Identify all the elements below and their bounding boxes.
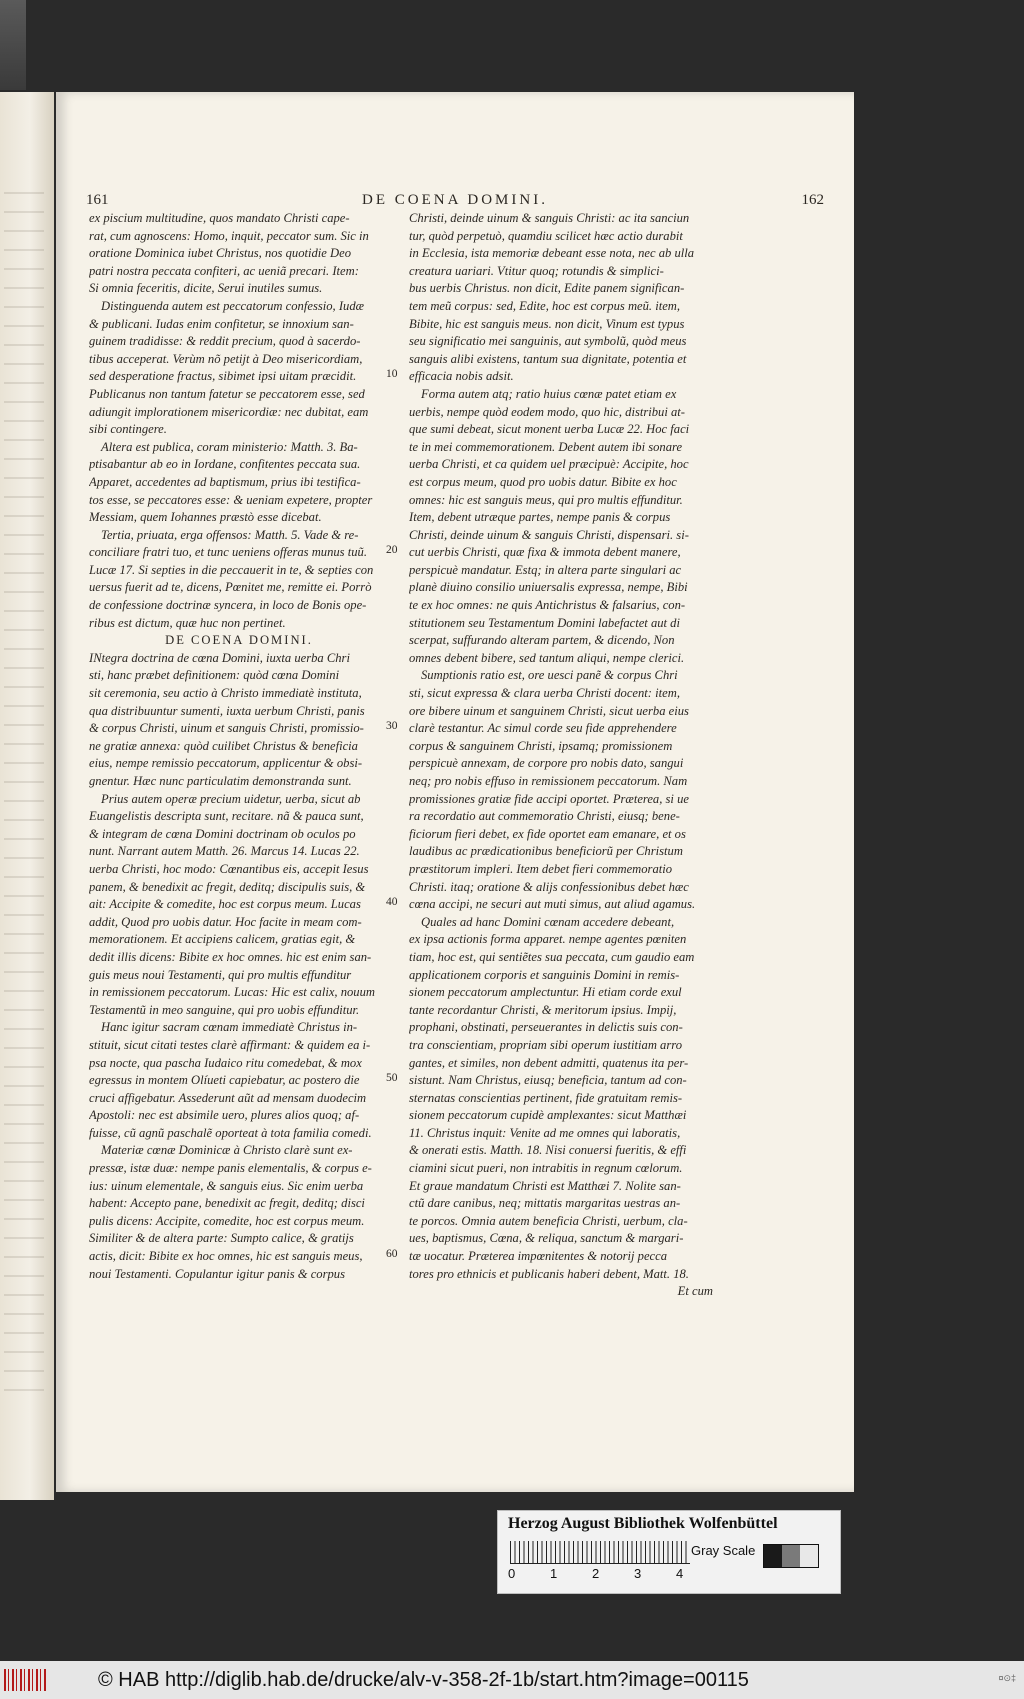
text-line: scerpat, suffurando alteram partem, & dicendo, Non — [409, 633, 675, 648]
text-line: 11. Christus inquit: Venite ad me omnes qui laboratis, — [409, 1125, 681, 1140]
text-line: stitutionem seu Testamentum Domini labefactet aut di — [409, 615, 680, 630]
text-line: Messiam, quem Iohannes præstò esse dicebat. — [89, 510, 322, 525]
text-line: sit ceremonia, seu actio à Christo immediatè instituta, — [89, 686, 362, 701]
text-line: in Ecclesia, ista memoriæ debeant esse nota, nec ab ulla — [409, 246, 695, 261]
text-line: psa nocte, qua pascha Iudaico ritu comedebat, & mox — [89, 1055, 362, 1070]
text-line: Si omnia feceritis, dicite, Serui inutiles sumus. — [89, 281, 323, 296]
text-line: tos esse, se peccatores esse: & ueniam expetere, propter — [89, 492, 373, 507]
text-line: que sumi debeat, sicut monent uerba Lucæ 22. Hoc faci — [409, 422, 690, 437]
text-line: promissiones gratiæ fide accipi oportet. Præterea, si ue — [409, 791, 689, 806]
text-line: ptisabantur ab eo in Iordane, confitentes peccata sua. — [89, 457, 361, 472]
text-line: applicationem corporis et sanguinis Domini in remis- — [409, 967, 680, 982]
text-line: memorationem. Et accipiens calicem, gratias egit, & — [89, 932, 356, 947]
text-line: & publicani. Iudas enim confitetur, se innoxium san- — [89, 316, 354, 331]
page-number-right: 162 — [801, 192, 824, 208]
text-line: cut uerbis Christi, quæ fixa & immota debent manere, — [409, 545, 681, 560]
text-line: Tertia, priuata, erga offensos: Matth. 5. Vade & re- — [101, 527, 359, 542]
scale-number: 4 — [676, 1566, 684, 1581]
text-line: Christi, deinde uinum & sanguis Christi, dispensari. si- — [409, 527, 689, 542]
text-line: sibi contingere. — [89, 422, 167, 437]
text-line: tante recordantur Christi, & meritorum ipsius. Impij, — [409, 1002, 677, 1017]
gray-swatch — [782, 1545, 800, 1567]
text-line: noui Testamenti. Copulantur igitur panis & corpus — [89, 1266, 345, 1281]
scale-number: 0 — [508, 1566, 516, 1581]
text-line: ex ipsa actionis forma apparet. nempe agentes pœniten — [409, 932, 687, 947]
text-line: sti, hanc præbet definitionem: quòd cœna Domini — [89, 668, 340, 683]
text-line: Lucæ 17. Si septies in die peccauerit in te, & septies con — [89, 562, 374, 577]
text-line: Et cum — [677, 1284, 713, 1299]
text-line: tiam, hoc est, qui sentiẽtes sua peccata, cum gaudio eam — [409, 949, 695, 964]
text-line: egressus in montem Olíueti capiebatur, ac postero die — [89, 1073, 360, 1088]
text-line: Similiter & de altera parte: Sumpto calice, & gratijs — [89, 1231, 354, 1246]
text-line: in remissionem peccatorum. Lucas: Hic est calix, nouum — [89, 985, 375, 1000]
text-line: perspicuè mandatur. Estq; in altera parte singulari ac — [409, 562, 682, 577]
text-line: Testamentũ in meo sanguine, qui pro uobis effunditur. — [89, 1002, 360, 1017]
page-number-left: 161 — [86, 192, 109, 208]
text-line: perspicuè annexam, de corpore pro nobis dato, sangui — [409, 756, 684, 771]
text-line: ra recordatio aut commemoratio Christi, eiusq; bene- — [409, 809, 680, 824]
text-line: Bibite, hic est sanguis meus. non dicit, Vinum est typus — [409, 316, 685, 331]
margin-line-number: 50 — [386, 1072, 398, 1085]
text-line: Hanc igitur sacram cœnam immediatè Christus in- — [101, 1020, 358, 1035]
text-line: Altera est publica, coram ministerio: Matth. 3. Ba- — [101, 439, 358, 454]
text-line: sternatas conscientias pertinent, fide gratuitam remis- — [409, 1090, 683, 1105]
text-line: Christi, deinde uinum & sanguis Christi: ac ita sanciun — [409, 211, 690, 225]
text-line: pressæ, istæ duæ: nempe panis elementalis, & corpus e- — [89, 1161, 372, 1176]
text-line: te ex hoc omnes: ne quis Antichristus & falsarius, con- — [409, 598, 686, 613]
text-line: Sumptionis ratio est, ore uesci panẽ & corpus Chri — [421, 668, 678, 683]
text-line: sanguis alibi existens, tantum sua dignitate, potentia et — [409, 351, 687, 366]
text-line: omnes debent bibere, sed tantum aliqui, nempe clerici. — [409, 650, 685, 665]
text-line: tores pro ethnicis et publicanis haberi debent, Matt. 18. — [409, 1266, 689, 1281]
text-line: Distinguenda autem est peccatorum confessio, Iudæ — [101, 298, 365, 313]
text-line: seu significatio mei sanguinis, aut symbolũ, quòd meus — [409, 334, 687, 349]
text-line: tem meũ corpus: sed, Edite, hoc est corpus meũ. item, — [409, 298, 681, 313]
text-line: uerbis, nempe quòd eodem modo, quo hic, distribui at- — [409, 404, 685, 419]
text-line: fuisse, cũ agnũ paschalẽ oporteat à tota familia comedi. — [89, 1125, 372, 1140]
text-line: conciliare fratri tuo, et tunc ueniens offeras munus tuũ. — [89, 545, 367, 560]
margin-line-number: 30 — [386, 720, 398, 733]
text-line: tra conscientiam, propriam sibi operum iustitiam arro — [409, 1037, 682, 1052]
text-line: guinem tradidisse: & reddit precium, quod à sacerdo- — [89, 334, 361, 349]
text-line: Apparet, accedentes ad baptismum, prius ibi testifica- — [89, 474, 361, 489]
margin-line-number: 60 — [386, 1248, 398, 1261]
text-line: sti, sicut expressa & clara uerba Christi docent: item, — [409, 686, 680, 701]
text-line: sionem peccatorum cupidè amplexantes: sicut Matthæi — [409, 1108, 687, 1123]
text-line: uerba Christi, hoc modo: Cœnantibus eis, accepit Iesus — [89, 861, 369, 876]
text-line: clarè testantur. Ac simul corde seu fide apprehendere — [409, 721, 677, 736]
scale-number: 3 — [634, 1566, 642, 1581]
text-line: tæ uocatur. Præterea impœnitentes & notorij pecca — [409, 1249, 668, 1264]
margin-line-number: 40 — [386, 896, 398, 909]
text-line: ne gratiæ annexa: quòd cuilibet Christus & beneficia — [89, 738, 358, 753]
text-line: stituit, sicut citati testes clarè affirmant: & quidem ea i- — [89, 1037, 371, 1052]
text-line: panem, & benedixit ac fregit, deditq; discipulis suis, & — [89, 879, 366, 894]
text-line: ait: Accipite & comedite, hoc est corpus meum. Lucas — [89, 897, 361, 912]
binding-strip — [0, 0, 26, 90]
left-text-column — [89, 210, 389, 1283]
text-line: guis meus noui Testamenti, qui pro multis effunditur — [89, 967, 352, 982]
text-line: ues, baptismus, Cœna, & reliqua, sanctum & margari- — [409, 1231, 684, 1246]
text-line: de confessione doctrinæ syncera, in loco de Bonis ope- — [89, 598, 367, 613]
text-line: ficiorum fieri debet, ex fide oportet eam emanare, et os — [409, 826, 686, 841]
text-line: & onerati estis. Matth. 18. Nisi conuersi fueritis, & effi — [409, 1143, 687, 1158]
text-line: adiungit implorationem misericordiæ: nec dubitat, eam — [89, 404, 369, 419]
scale-ruler — [510, 1541, 690, 1564]
gray-swatch — [800, 1545, 818, 1567]
margin-line-number: 10 — [386, 368, 398, 381]
text-line: cruci affigebatur. Assederunt aũt ad mensam duodecim — [89, 1090, 367, 1105]
book-page — [56, 92, 854, 1492]
text-line: Euangelistis descripta sunt, recitare. nã & pauca sunt, — [89, 809, 364, 824]
text-line: Quales ad hanc Domini cœnam accedere debeant, — [421, 914, 675, 929]
text-line: Item, debent utræque partes, nempe panis & corpus — [409, 510, 671, 525]
text-line: est corpus meum, quod pro uobis datur. Bibite ex hoc — [409, 474, 677, 489]
text-line: nunt. Narrant autem Matth. 26. Marcus 14. Lucas 22. — [89, 844, 360, 859]
text-line: creatura uariari. Vtitur quoq; rotundis & simplici- — [409, 263, 664, 278]
gray-scale-label: Gray Scale — [691, 1543, 756, 1558]
text-line: planè diuino consilio uniuersalis expressa, nempe, Bibi — [409, 580, 688, 595]
running-title: DE COENA DOMINI. — [362, 192, 548, 208]
text-line: DE COENA DOMINI. — [165, 633, 313, 648]
text-line: sionem peccatorum amplectuntur. Hi etiam corde exul — [409, 985, 682, 1000]
right-text-column — [409, 210, 713, 1301]
margin-line-number: 20 — [386, 544, 398, 557]
text-line: sistunt. Nam Christus, eiusq; beneficia, tantum ad con- — [409, 1073, 687, 1088]
text-line: ore bibere uinum et sanguinem Christi, sicut uerba eius — [409, 703, 689, 718]
text-line: laudibus ac prædicationibus beneficiorũ per Christum — [409, 844, 683, 859]
text-line: neq; pro nobis effuso in remissionem peccatorum. Nam — [409, 774, 688, 788]
hab-logo-icon — [4, 1669, 46, 1691]
text-line: ribus est dictum, quæ huc non pertinet. — [89, 615, 286, 630]
text-line: gantes, et similes, non debent admitti, quatenus ita per- — [409, 1055, 689, 1070]
text-line: efficacia nobis adsit. — [409, 369, 514, 384]
text-line: corpus & sanguinem Christi, ipsamq; promissionem — [409, 738, 673, 753]
footer-corner-mark: ¤⊙‡ — [998, 1673, 1016, 1683]
text-line: tibus acceperat. Verùm nõ petijt à Deo misericordiam, — [89, 351, 363, 366]
text-line: præstitorum impleri. Item debet fieri commemoratio — [409, 861, 673, 876]
text-line: Materiæ cœnæ Dominicæ à Christo clarè sunt ex- — [101, 1143, 353, 1158]
text-line: Publicanus non tantum fatetur se peccatorem esse, sed — [89, 386, 365, 401]
text-line: cœna accipi, ne securi aut muti simus, aut aliud agamus. — [409, 897, 696, 912]
text-line: eius, nempe remissio peccatorum, applicentur & obsi- — [89, 756, 363, 771]
text-line: Forma autem atq; ratio huius cœnæ patet etiam ex — [421, 386, 677, 401]
text-line: oratione Dominica iubet Christus, nos quotidie Deo — [89, 246, 352, 261]
text-line: qua distribuuntur sumenti, iuxta uerbum Christi, panis — [89, 703, 365, 718]
gray-swatches — [763, 1544, 819, 1568]
text-line: Christi. itaq; oratione & alijs confessionibus debet hæc — [409, 879, 689, 894]
text-line: dedit illis dicens: Bibite ex hoc omnes. hic est enim san- — [89, 949, 372, 964]
scale-number: 2 — [592, 1566, 600, 1581]
text-line: Et graue mandatum Christi est Matthæi 7. Nolite san- — [409, 1178, 681, 1193]
text-line: actis, dicit: Bibite ex hoc omnes, hic est sanguis meus, — [89, 1249, 363, 1264]
text-line: uersus fuerit ad te, dicens, Pœnitet me, remitte ei. Porrò — [89, 580, 372, 595]
text-line: bus uerbis Christus. non dicit, Edite panem significan- — [409, 281, 685, 296]
previous-page-edge — [0, 92, 54, 1500]
text-line: ctũ dare canibus, neq; mittatis margaritas uestras an- — [409, 1196, 681, 1211]
text-line: ex piscium multitudine, quos mandato Christi cape- — [89, 211, 350, 225]
gray-swatch — [764, 1545, 782, 1567]
text-line: INtegra doctrina de cœna Domini, iuxta uerba Chri — [89, 650, 350, 665]
text-line: Apostoli: nec est absimile uero, plures alios quoq; af- — [89, 1108, 360, 1123]
text-line: pulis dicens: Accipite, comedite, hoc est corpus meum. — [89, 1213, 365, 1228]
text-line: habent: Accepto pane, benedixit ac fregit, deditq; disci — [89, 1196, 365, 1211]
text-line: tur, quòd perpetuò, quamdiu scilicet hæc actio durabit — [409, 228, 683, 243]
text-line: & corpus Christi, uinum et sanguis Christi, promissio- — [89, 721, 364, 736]
text-line: te in mei commemorationem. Debent autem ibi sonare — [409, 439, 683, 454]
text-line: rat, cum agnoscens: Homo, inquit, peccator sum. Sic in — [89, 228, 369, 243]
text-line: ciamini sicut pueri, non intrabitis in regnum cœlorum. — [409, 1161, 683, 1176]
text-line: prophani, obstinati, perseuerantes in delictis suis con- — [409, 1020, 683, 1035]
text-line: patri nostra peccata confiteri, ac ueniã precari. Item: — [89, 263, 359, 278]
text-line: & integram de cœna Domini doctrinam ob oculos po — [89, 826, 356, 841]
text-line: uerba Christi, et ca quidem uel præcipuè: Accipite, hoc — [409, 457, 689, 472]
library-name: Herzog August Bibliothek Wolfenbüttel — [508, 1515, 778, 1532]
scale-number: 1 — [550, 1566, 558, 1581]
color-chart-card — [497, 1510, 841, 1594]
text-line: ius: uinum elementale, & sanguis eius. Sic enim uerba — [89, 1178, 364, 1193]
text-line: te porcos. Omnia autem beneficia Christi, uerbum, cla- — [409, 1213, 688, 1228]
text-line: omnes: hic est sanguis meus, qui pro multis effunditur. — [409, 492, 683, 507]
text-line: addit, Quod pro uobis datur. Hoc facite in meam com- — [89, 914, 362, 929]
copyright-url[interactable]: © HAB http://diglib.hab.de/drucke/alv-v-358-2f-1b/start.htm?image=00115 — [98, 1669, 749, 1691]
text-line: Prius autem operæ precium uidetur, uerba, sicut ab — [101, 791, 361, 806]
text-line: gnentur. Hæc nunc particulatim demonstranda sunt. — [89, 774, 352, 788]
running-head — [86, 192, 824, 210]
text-line: sed desperatione fractus, sibimet ipsi uitam præcidit. — [89, 369, 357, 384]
footer-bar — [0, 1661, 1024, 1699]
